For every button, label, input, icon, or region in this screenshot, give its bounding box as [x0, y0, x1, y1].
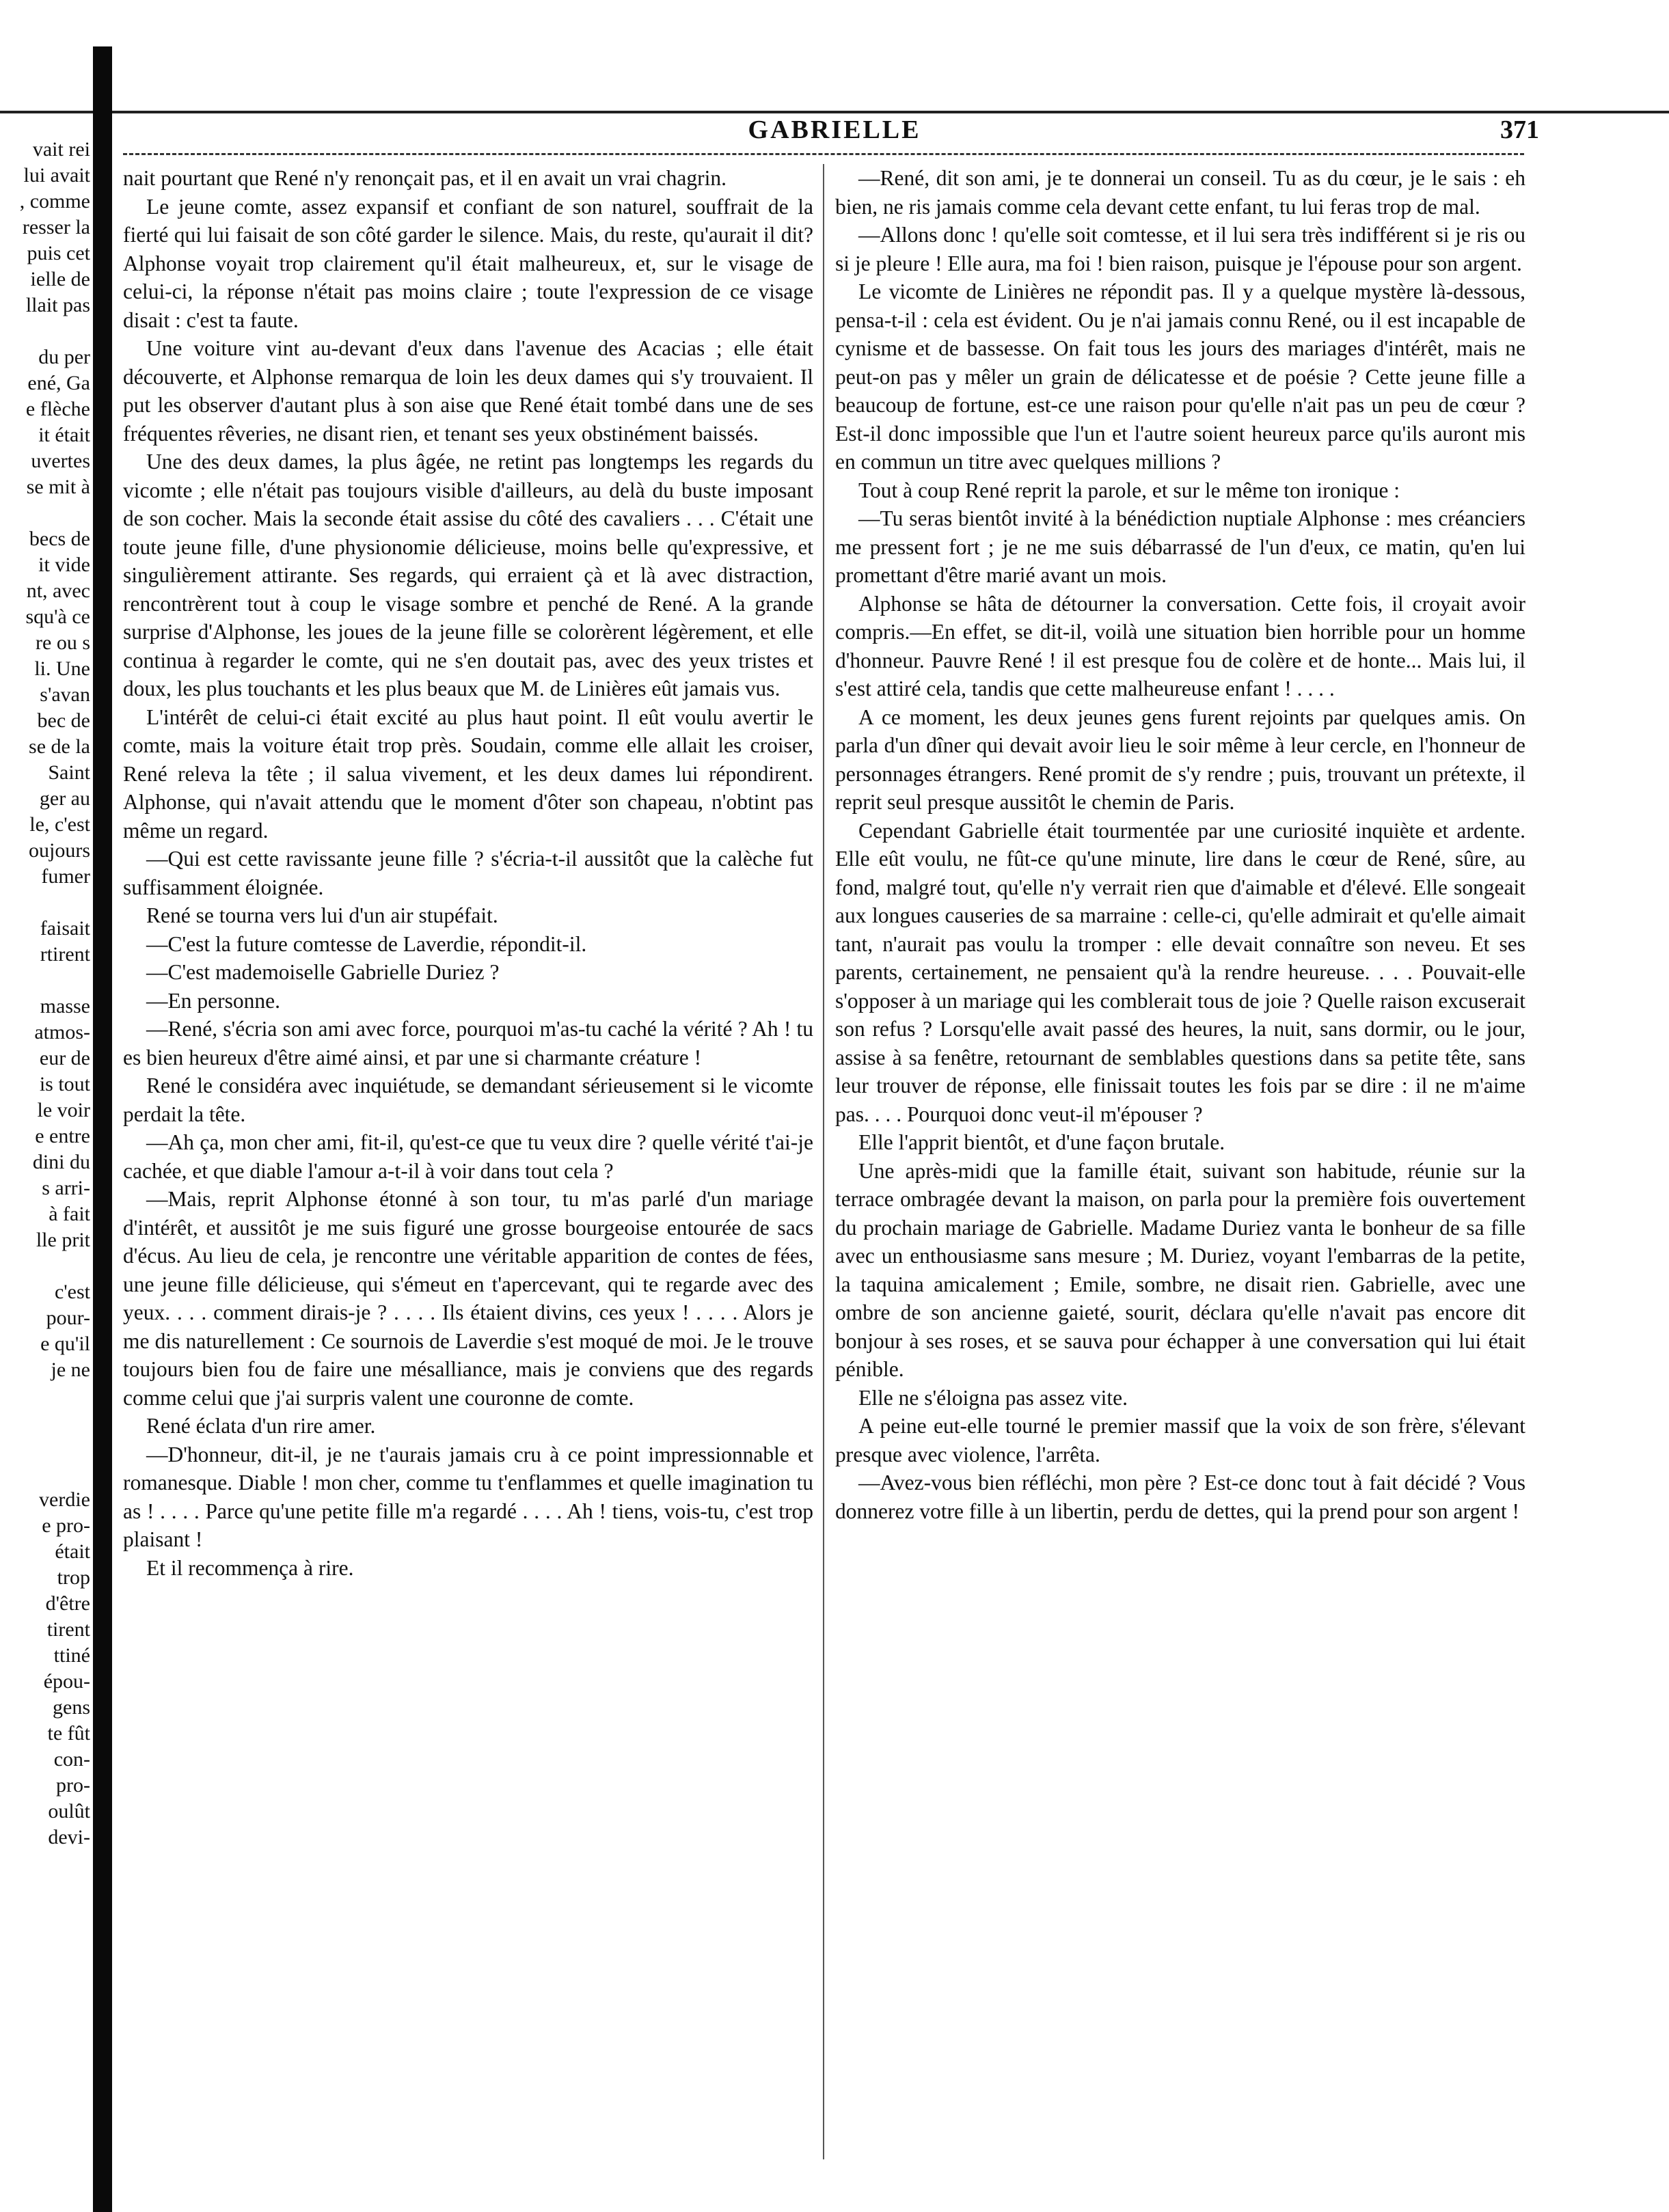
fragment-line: atmos- [34, 1021, 90, 1043]
paragraph: —Ah ça, mon cher ami, fit-il, qu'est-ce que tu veux dire ? quelle vérité t'ai-je cachée, et que diable l'amour a-t-il à voir dans tout cela ? [123, 1130, 813, 1183]
fragment-line: resser la [22, 216, 90, 238]
paragraph: A peine eut-elle tourné le premier massif que la voix de son frère, s'élevant presque avec violence, l'arrêta. [835, 1414, 1525, 1466]
paragraph: Une des deux dames, la plus âgée, ne retint pas longtemps les regards du vicomte ; elle n'était pas toujours visible d'ailleurs, au delà du buste imposant de son cocher. Mais la seconde était assise du côté des cavaliers . . . C'était une toute jeune fille, d'une physionomie délicieuse, moins belle qu'expressive, et singulièrement attirante. Ses regards, qui erraient çà et là avec distraction, rencontrèrent tout à coup le visage sombre et penché de René. A la grande surprise d'Alphonse, les joues de la jeune fille se colorèrent légèrement, et elle continua à regarder le comte, qui ne s'en doutait pas, avec des yeux tristes et doux, les plus touchants et les plus beaux que M. de Linières eût jamais vus. [123, 450, 813, 700]
fragment-line: is tout [39, 1073, 90, 1095]
fragment-line: bec de [37, 709, 90, 732]
paragraph: —Tu seras bientôt invité à la bénédiction nuptiale Alphonse : mes créanciers me pressent fort ; je ne me suis débarrassé de l'un d'eux, ce matin, qu'en lui promettant d'être marié avant un mois. [835, 506, 1525, 587]
fragment-line: e entre [35, 1125, 90, 1147]
paragraph: Le jeune comte, assez expansif et confiant de son naturel, souffrait de la fierté qui lui faisait de son côté garder le silence. Mais, du reste, qu'aurait il dit? Alphonse voyait trop clairement qu'il était malheureux, et, sur le visage de celui-ci, la réponse n'était pas moins claire ; toute l'expression de ce visage disait : c'est ta faute. [123, 194, 813, 332]
fragment-line: s arri- [42, 1177, 90, 1199]
fragment-line: gens [53, 1696, 90, 1719]
fragment-line: ené, Ga [27, 372, 90, 394]
fragment-line: eur de [39, 1047, 90, 1069]
fragment-line: becs de [29, 528, 90, 550]
fragment-line: te fût [47, 1722, 90, 1745]
paragraph: Le vicomte de Linières ne répondit pas. Il y a quelque mystère là-dessous, pensa-t-il : cela est évident. Ou je n'ai jamais connu René, ou il est incapable de cynisme et de bassesse. On fait tous les jours des mariages d'intérêt, mais ne peut-on pas y mêler un grain de délicatesse et de poésie ? Cette jeune fille a beaucoup de fortune, est-ce une raison pour qu'elle n'ait pas un peu de cœur ? Est-il donc impossible que l'un et l'autre soient heureux parce qu'ils auront mis en commun un titre avec quelques millions ? [835, 279, 1525, 474]
fragment-line: c'est [54, 1281, 90, 1303]
paragraph: Et il recommença à rire. [146, 1555, 354, 1580]
fragment-line: tirent [46, 1618, 90, 1641]
header-dashed-rule [123, 153, 1524, 155]
fragment-line: re ou s [36, 631, 90, 654]
paragraph: René éclata d'un rire amer. [146, 1414, 376, 1438]
fragment-line: e pro- [42, 1514, 90, 1537]
fragment-line: faisait [40, 917, 90, 940]
fragment-line: lle prit [36, 1229, 90, 1251]
fragment-line: pour- [46, 1307, 90, 1329]
fragment-line: nt, avec [26, 579, 90, 602]
binding-gutter [93, 46, 112, 2212]
right-column [835, 164, 1525, 2180]
column-separator [823, 164, 824, 2159]
fragment-line [4, 1253, 90, 1279]
fragment-line: s'avan [40, 683, 90, 706]
fragment-line: rtirent [40, 943, 90, 966]
facing-page-fragment [4, 137, 90, 1982]
fragment-line: lui avait [23, 164, 90, 187]
fragment-line: vait rei [32, 138, 90, 161]
fragment-line: ttiné [53, 1644, 90, 1667]
fragment-line: épou- [43, 1670, 90, 1693]
paragraph: Une après-midi que la famille était, suivant son habitude, réunie sur la terrace ombragée devant la maison, on parla pour la première fois ouvertement du prochain mariage de Gabrielle. Madame Duriez vanta le bonheur de sa fille avec un enthousiasme sans mesure ; M. Duriez, voyant l'embarras de la petite, la taquina amicalement ; Emile, sombre, ne disait rien. Gabrielle, avec une ombre de son ancienne gaieté, sourit, déclara qu'elle n'avait pas encore dit bonjour à ses roses, et se sauva pour échapper à une conversation qui lui était pénible. [835, 1158, 1525, 1381]
fragment-line: llait pas [25, 294, 90, 316]
fragment-line [4, 1435, 90, 1461]
fragment-line: oulût [48, 1800, 90, 1822]
fragment-line: verdie [39, 1488, 90, 1511]
fragment-line: e qu'il [40, 1333, 90, 1355]
top-rule [0, 111, 1669, 113]
fragment-line: je ne [51, 1358, 90, 1381]
fragment-line: puis cet [27, 242, 90, 264]
fragment-line [4, 1409, 90, 1435]
running-title: GABRIELLE [748, 115, 921, 144]
fragment-line: e flèche [25, 398, 90, 420]
left-column [123, 164, 813, 2180]
paragraph: René se tourna vers lui d'un air stupéfait. [146, 903, 498, 927]
paragraph: Elle l'apprit bientôt, et d'une façon brutale. [858, 1130, 1225, 1154]
paragraph: Tout à coup René reprit la parole, et sur le même ton ironique : [858, 478, 1400, 502]
fragment-line: li. Une [34, 657, 90, 680]
paragraph: —C'est mademoiselle Gabrielle Duriez ? [146, 960, 500, 984]
fragment-line: uvertes [31, 450, 90, 472]
paragraph: nait pourtant que René n'y renonçait pas, et il en avait un vrai chagrin. [123, 166, 727, 190]
fragment-line: masse [40, 995, 90, 1018]
paragraph: Une voiture vint au-devant d'eux dans l'avenue des Acacias ; elle était découverte, et Alphonse remarqua de loin les deux dames qui s'y trouvaient. Il put les observer d'autant plus à son aise que René était tombé dans une de ses fréquentes rêveries, ne disant rien, et tenant ses yeux obstinément baissés. [123, 336, 813, 446]
fragment-line: , comme [19, 190, 90, 213]
paragraph: Alphonse se hâta de détourner la conversation. Cette fois, il croyait avoir compris.—En effet, se dit-il, voilà une situation bien horrible pour un homme d'honneur. Pauvre René ! il est presque fou de colère et de honte... Mais lui, il s'est attiré cela, tandis que cette malheureuse enfant ! . . . . [835, 591, 1525, 700]
fragment-line: oujours [29, 839, 90, 862]
fragment-line: le voir [37, 1099, 90, 1121]
fragment-line: d'être [45, 1592, 90, 1615]
fragment-line: pro- [56, 1774, 90, 1797]
paragraph: —Qui est cette ravissante jeune fille ? s'écria-t-il aussitôt que la calèche fut suffisamment éloignée. [123, 847, 813, 899]
fragment-line [4, 1461, 90, 1487]
fragment-line: à fait [49, 1203, 90, 1225]
paragraph: —C'est la future comtesse de Laverdie, répondit-il. [146, 931, 587, 956]
paragraph: Cependant Gabrielle était tourmentée par une curiosité inquiète et ardente. Elle eût voulu, ne fût-ce qu'une minute, lire dans le cœur de René, sûre, au fond, malgré tout, qu'elle n'y verrait rien que d'aimable et d'élevé. Elle songeait aux longues causeries de sa marraine : celle-ci, qu'elle admirait et qu'elle aimait tant, n'aurait pas voulu la tromper : elle devait connaître son neveu. Et ses parents, certainement, ne pensaient qu'à la rendre heureuse. . . . Pouvait-elle s'opposer à un mariage qui les comblerait tous de joie ? Quelle raison excuserait son refus ? Lorsqu'elle avait passé des heures, la nuit, sans dormir, ou le jour, assise à sa fenêtre, retournant de semblables questions dans sa petite tête, sans leur trouver de réponse, elle finissait toutes les fois par se dire : il ne m'aime pas. . . . Pourquoi donc veut-il m'épouser ? [835, 818, 1525, 1126]
fragment-line: it vide [38, 554, 90, 576]
paragraph: —Mais, reprit Alphonse étonné à son tour, tu m'as parlé d'un mariage d'intérêt, et aussitôt je me suis figuré une grosse bourgeoise entourée de sacs d'écus. Au lieu de cela, je rencontre une véritable apparition de contes de fées, une jeune fille délicieuse, qui s'émeut en t'apercevant, qui te regarde avec des yeux. . . . comment dirais-je ? . . . . Ils étaient divins, ces yeux ! . . . . Alors je me dis naturellement : Ce sournois de Laverdie s'est moqué de moi. Je le trouve toujours bien fou de faire une mésalliance, mais je conviens que des regards comme celui que j'ai surpris valent une couronne de comte. [123, 1187, 813, 1410]
paragraph: —René, dit son ami, je te donnerai un conseil. Tu as du cœur, je le sais : eh bien, ne ris jamais comme cela devant cette enfant, tu lui feras trop de mal. [835, 166, 1525, 219]
fragment-line: était [55, 1540, 90, 1563]
fragment-line: le, c'est [29, 813, 90, 836]
fragment-line [4, 318, 90, 344]
page-number: 371 [1500, 115, 1539, 144]
fragment-line: it était [38, 424, 90, 446]
paragraph: —En personne. [146, 988, 280, 1013]
fragment-line: du per [38, 346, 90, 368]
fragment-line: dini du [32, 1151, 90, 1173]
fragment-line: ger au [39, 787, 90, 810]
paragraph: —Avez-vous bien réfléchi, mon père ? Est-ce donc tout à fait décidé ? Vous donnerez votre fille à un libertin, perdu de dettes, qui la prend pour son argent ! [835, 1471, 1525, 1523]
paragraph: —René, s'écria son ami avec force, pourquoi m'as-tu caché la vérité ? Ah ! tu es bien heureux d'être aimé ainsi, et par une si charmante créature ! [123, 1017, 813, 1069]
fragment-line: con- [53, 1748, 90, 1771]
fragment-line [4, 968, 90, 994]
paragraph: —D'honneur, dit-il, je ne t'aurais jamais cru à ce point impressionnable et romanesque. Diable ! mon cher, comme tu t'enflammes et quelle imagination tu as ! . . . . Parce qu'une petite fille m'a regardé . . . . Ah ! tiens, vois-tu, c'est trop plaisant ! [123, 1442, 813, 1551]
fragment-line: trop [57, 1566, 90, 1589]
fragment-line [4, 500, 90, 526]
fragment-line [4, 1383, 90, 1409]
fragment-line: devi- [48, 1826, 90, 1848]
fragment-line: se de la [29, 735, 90, 758]
fragment-line: se mit à [26, 476, 90, 498]
fragment-line: Saint [48, 761, 90, 784]
fragment-line: ielle de [30, 268, 90, 290]
fragment-line: fumer [41, 865, 90, 888]
fragment-line: squ'à ce [25, 605, 90, 628]
paragraph: René le considéra avec inquiétude, se demandant sérieusement si le vicomte perdait la tête. [123, 1074, 813, 1126]
paragraph: Elle ne s'éloigna pas assez vite. [858, 1385, 1128, 1410]
paragraph: A ce moment, les deux jeunes gens furent rejoints par quelques amis. On parla d'un dîner qui devait avoir lieu le soir même à leur cercle, en l'honneur de personnages étrangers. René promit de s'y rendre ; puis, trouvant un prétexte, il reprit seul presque aussitôt le chemin de Paris. [835, 705, 1525, 814]
paragraph: —Allons donc ! qu'elle soit comtesse, et il lui sera très indifférent si je ris ou si je pleure ! Elle aura, ma foi ! bien raison, puisque je l'épouse pour son argent. [835, 223, 1525, 275]
paragraph: L'intérêt de celui-ci était excité au plus haut point. Il eût voulu avertir le comte, mais la voiture était trop près. Soudain, comme elle allait les croiser, René releva la tête ; il salua vivement, et les deux dames lui répondirent. Alphonse, qui n'avait attendu que le moment d'ôter son chapeau, n'obtint pas même un regard. [123, 705, 813, 843]
fragment-line [4, 890, 90, 916]
